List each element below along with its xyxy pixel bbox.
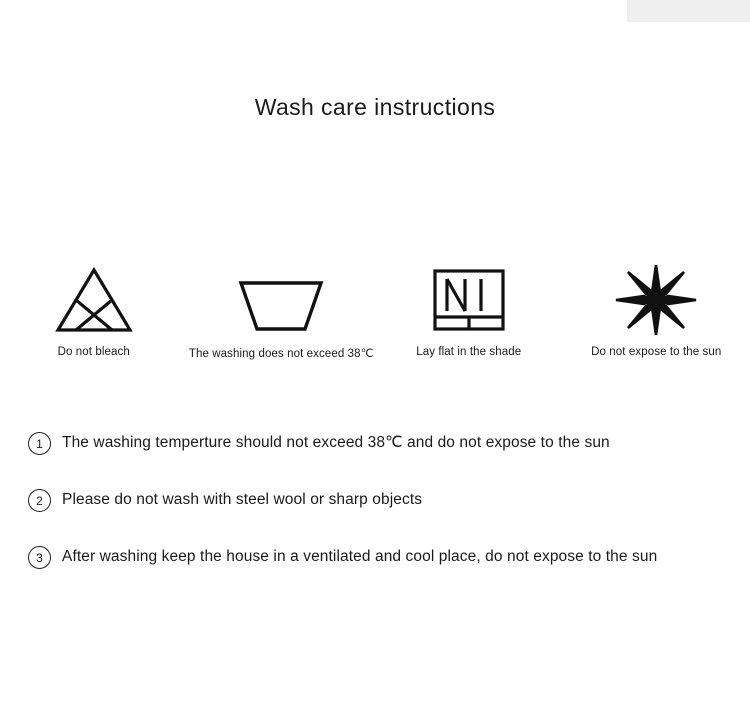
care-symbol-row [0,258,750,360]
note-text: After washing keep the house in a ventilated and cool place, do not expose to the sun [62,548,658,566]
page-title: Wash care instructions [254,94,496,120]
list-item [28,546,740,569]
care-symbol-caption: Do not bleach [57,346,130,358]
do-not-bleach-triangle-icon [54,258,134,342]
care-symbol-wash-temp [188,258,374,360]
note-text: Please do not wash with steel wool or sharp objects [62,491,423,509]
wash-tub-38c-icon [233,258,329,342]
no-sun-exposure-icon [614,258,698,342]
note-number-badge: 2 [28,489,51,512]
list-item [28,489,740,512]
care-symbol-no-sun [563,258,749,358]
note-number-badge: 1 [28,432,51,455]
list-item [28,432,740,455]
care-symbol-caption: Lay flat in the shade [416,346,522,358]
care-symbol-caption: The washing does not exceed 38℃ [188,348,374,360]
care-symbol-do-not-bleach [1,258,187,358]
top-right-strip [627,0,750,22]
care-symbol-dry-flat-shade [376,258,562,358]
dry-flat-in-shade-icon [431,258,507,342]
note-text: The washing temperture should not exceed 38℃ and do not expose to the sun [62,434,610,452]
care-notes-list [28,432,740,603]
care-symbol-caption: Do not expose to the sun [591,346,722,358]
note-number-badge: 3 [28,546,51,569]
